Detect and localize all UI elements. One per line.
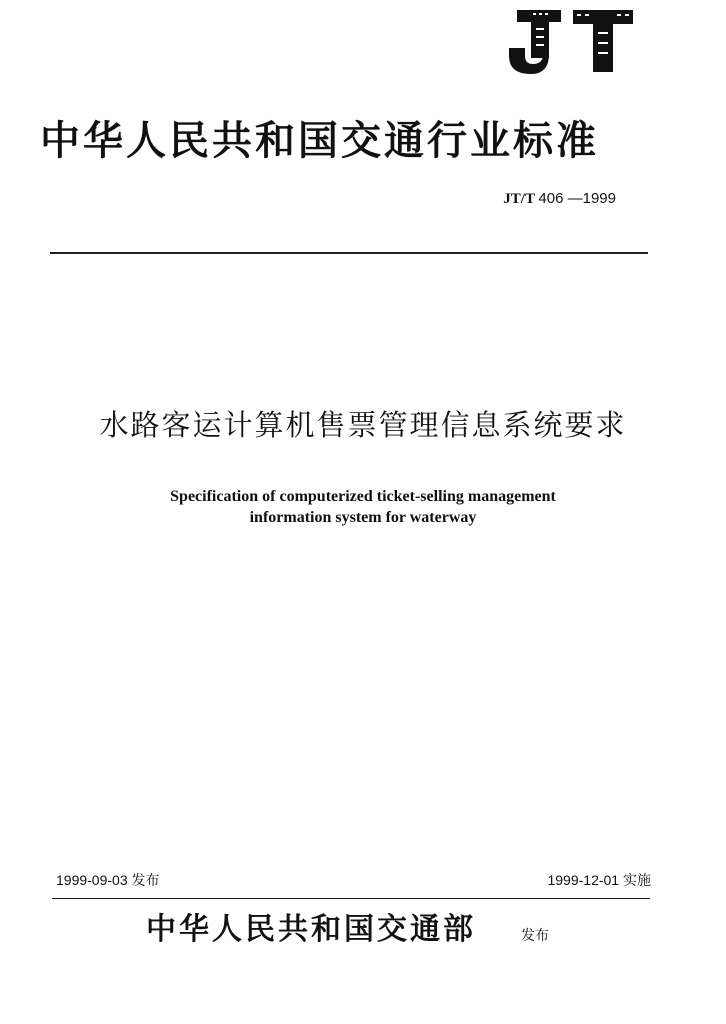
standard-type-heading: 中华人民共和国交通行业标准 [40,117,599,164]
document-title-chinese: 水路客运计算机售票管理信息系统要求 [99,408,627,442]
jt-logo [503,4,639,78]
document-title-english-line1: Specification of computerized ticket-selling management [170,488,556,505]
issue-date: 1999-09-03 发布 [56,872,160,888]
footer-divider [52,898,650,899]
implement-date: 1999-12-01 实施 [547,872,651,888]
issuing-organization: 中华人民共和国交通部 [146,912,476,947]
standard-code-number: 406 —1999 [538,190,616,207]
issue-action-label: 发布 [521,928,549,944]
jt-logo-j [509,10,561,74]
header-divider [50,252,648,254]
standard-code-prefix: JT/T [503,191,535,207]
document-title-english-line2: information system for waterway [249,509,477,526]
standard-code [503,190,616,208]
document-title-english [0,486,726,528]
jt-logo-t [573,10,633,72]
